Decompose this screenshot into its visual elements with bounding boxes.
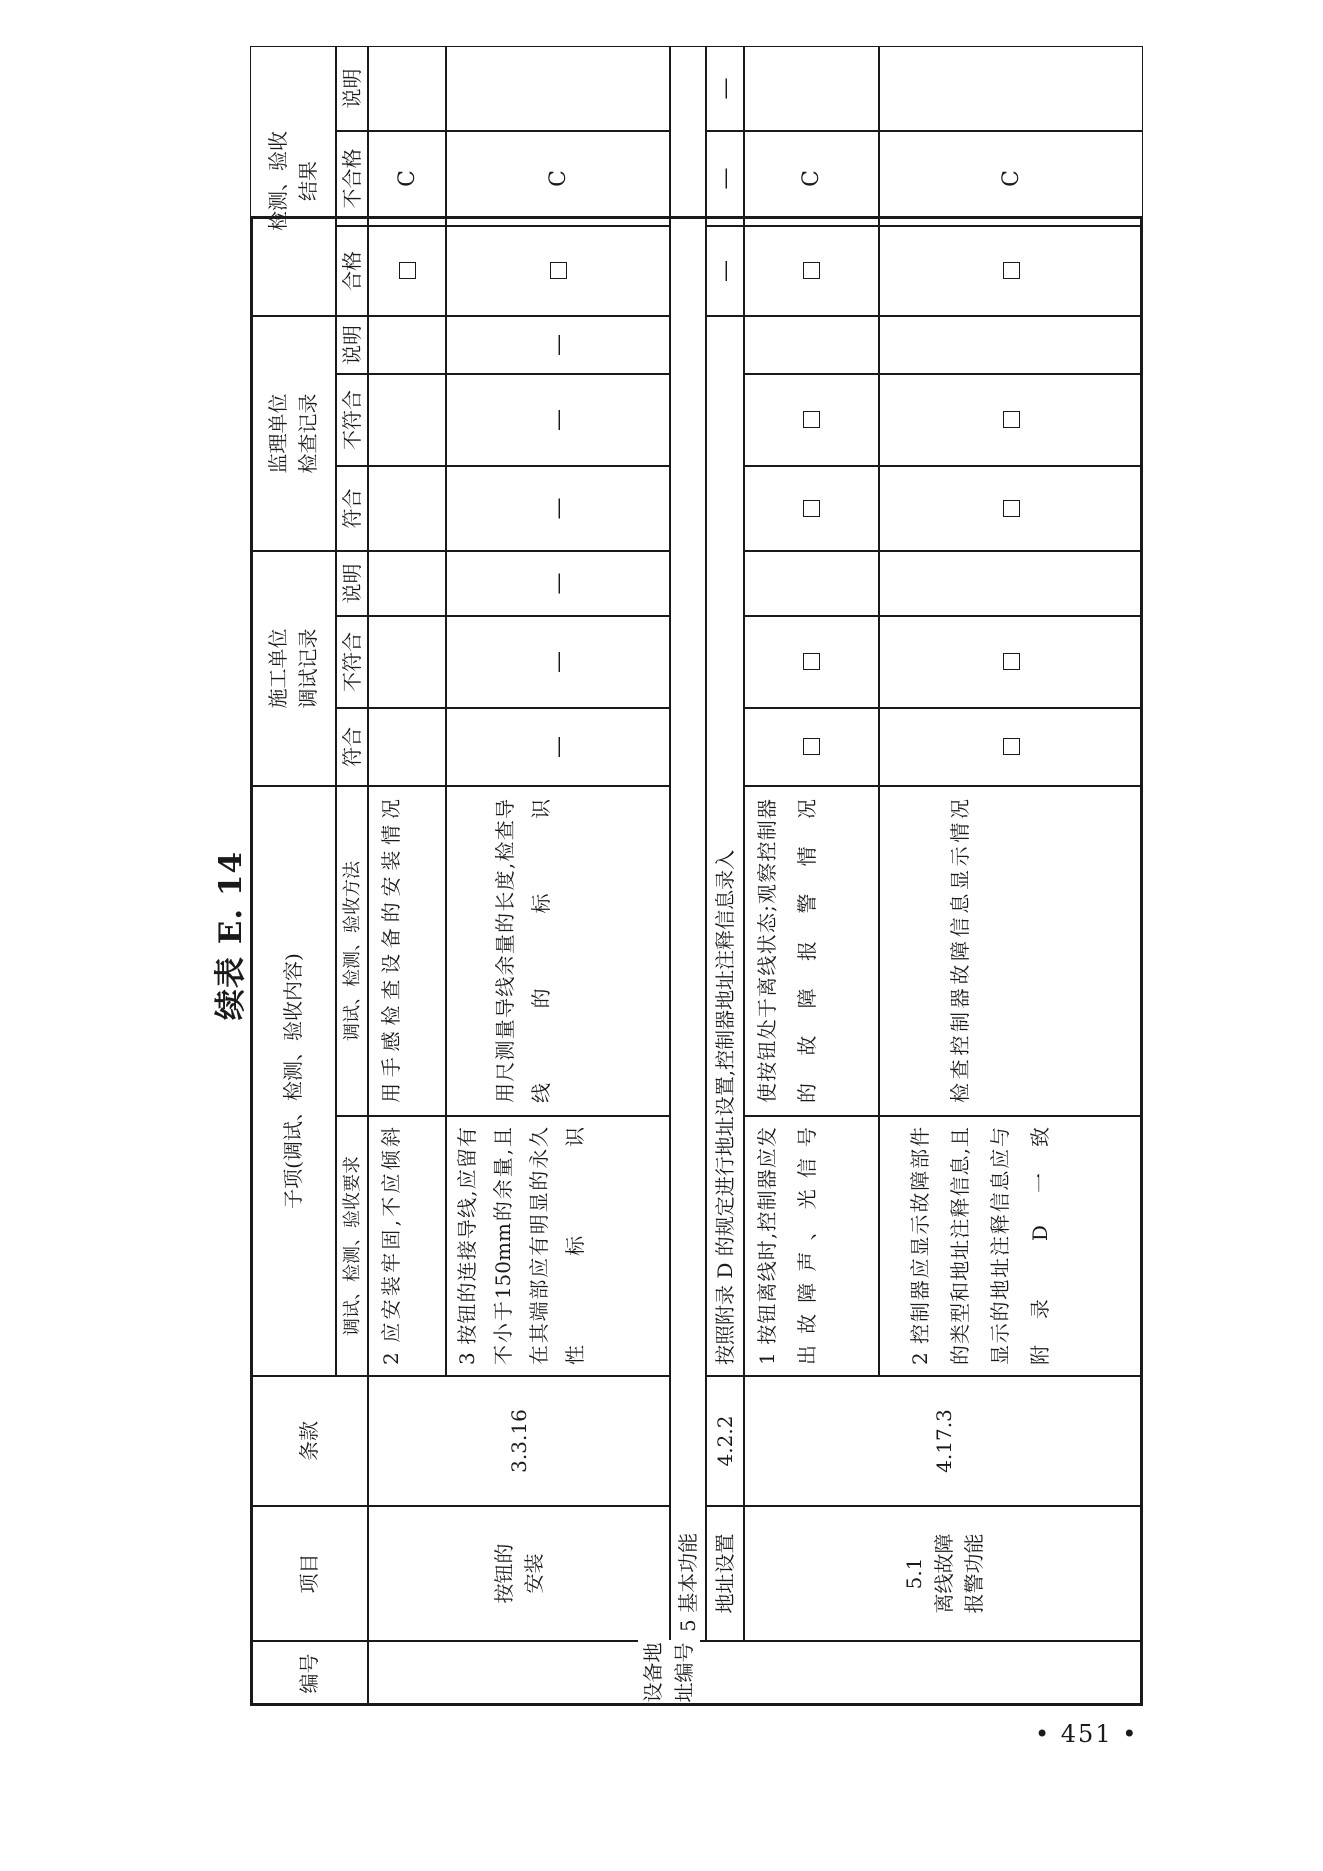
- checkbox-icon[interactable]: [1003, 263, 1020, 280]
- row1a-buhege: C: [368, 131, 446, 226]
- header-shuoming: 说明: [336, 46, 368, 131]
- row2-hege: —: [706, 226, 744, 316]
- row3b-buhege: C: [879, 131, 1143, 226]
- row3b-jl-bufuhe: [879, 374, 1143, 466]
- row1a-jl-fuhe: [368, 466, 446, 551]
- row1-clause: 3.3.16: [368, 1376, 670, 1506]
- row3a-sg-bufuhe: [744, 616, 879, 708]
- header-fangfa: 调试、检测、验收方法: [336, 786, 368, 1116]
- row3b-result-shuoming: [879, 46, 1143, 131]
- header-shigong-fuhe: 符合: [336, 708, 368, 786]
- checkbox-icon[interactable]: [550, 263, 567, 280]
- header-buhege: 不合格: [336, 131, 368, 226]
- checkbox-icon[interactable]: [1003, 654, 1020, 671]
- row1a-sg-bufuhe: [368, 616, 446, 708]
- header-shigong-bufuhe: 不符合: [336, 616, 368, 708]
- device-address-label: 设备地址编号: [638, 1640, 700, 1705]
- header-jianli-shuoming: 说明: [336, 316, 368, 374]
- table-title: 续表 E. 14: [213, 850, 249, 1021]
- checkbox-icon[interactable]: [803, 654, 820, 671]
- row1b-hege: [446, 226, 670, 316]
- device-address-number: [641, 1641, 1143, 1706]
- row3-clause: 4.17.3: [744, 1376, 1143, 1506]
- checkbox-icon[interactable]: [803, 412, 820, 429]
- row3b-sg-fuhe: [879, 708, 1143, 786]
- row3b-jl-fuhe: [879, 466, 1143, 551]
- row2-shuoming: —: [706, 46, 744, 131]
- row1a-sg-fuhe: [368, 708, 446, 786]
- row1a-jl-bufuhe: [368, 374, 446, 466]
- row2-item: 地址设置: [706, 1506, 744, 1641]
- section-basic-function: 5 基本功能: [670, 46, 706, 1641]
- row3b-jl-shuoming: [879, 316, 1143, 374]
- checkbox-icon[interactable]: [1003, 500, 1020, 517]
- row3a-buhege: C: [744, 131, 879, 226]
- row1b-requirement: 3 按钮的连接导线,应留有不小于150mm的余量,且在其端部应有明显的永久性标识: [446, 1116, 670, 1376]
- row1b-sg-fuhe: —: [446, 708, 670, 786]
- row1b-sg-shuoming: —: [446, 551, 670, 616]
- checkbox-icon[interactable]: [803, 263, 820, 280]
- header-jianli: 监理单位 检查记录: [250, 316, 336, 551]
- row1a-result-shuoming: [368, 46, 446, 131]
- page-number: • 451 •: [1035, 1720, 1139, 1748]
- row1a-jl-shuoming: [368, 316, 446, 374]
- header-jianli-bufuhe: 不符合: [336, 374, 368, 466]
- row3b-hege: [879, 226, 1143, 316]
- row1b-method: 用尺测量导线余量的长度,检查导线的标识: [446, 786, 670, 1116]
- row1a-hege: [368, 226, 446, 316]
- row3a-sg-shuoming: [744, 551, 879, 616]
- row3b-sg-bufuhe: [879, 616, 1143, 708]
- header-jiance: 检测、验收 结果: [250, 46, 336, 316]
- checkbox-icon[interactable]: [803, 739, 820, 756]
- checkbox-icon[interactable]: [803, 500, 820, 517]
- row1b-jl-fuhe: —: [446, 466, 670, 551]
- row1a-method: 用手感检查设备的安装情况: [368, 786, 446, 1116]
- row1a-requirement: 2 应安装牢固,不应倾斜: [368, 1116, 446, 1376]
- row3b-method: 检查控制器故障信息显示情况: [879, 786, 1143, 1116]
- row1b-result-shuoming: [446, 46, 670, 131]
- row1b-jl-shuoming: —: [446, 316, 670, 374]
- row3a-requirement: 1 按钮离线时,控制器应发出故障声、光信号: [744, 1116, 879, 1376]
- row1a-sg-shuoming: [368, 551, 446, 616]
- row3-item: 5.1 离线故障 报警功能: [744, 1506, 1143, 1641]
- header-bianhao: 编号: [250, 1641, 368, 1706]
- row1b-sg-bufuhe: —: [446, 616, 670, 708]
- row1-item: 按钮的 安装: [368, 1506, 670, 1641]
- row1-bianhao: [368, 1641, 670, 1706]
- row3a-jl-bufuhe: [744, 374, 879, 466]
- header-shigong: 施工单位 调试记录: [250, 551, 336, 786]
- row2-requirement: 按照附录 D 的规定进行地址设置,控制器地址注释信息录入: [706, 316, 744, 1376]
- row3b-requirement: 2 控制器应显示故障部件的类型和地址注释信息,且显示的地址注释信息应与附录 D 一致: [879, 1116, 1143, 1376]
- row3b-sg-shuoming: [879, 551, 1143, 616]
- row2-buhege: —: [706, 131, 744, 226]
- row3a-hege: [744, 226, 879, 316]
- row3a-jl-fuhe: [744, 466, 879, 551]
- checkbox-icon[interactable]: [399, 263, 416, 280]
- checkbox-icon[interactable]: [1003, 739, 1020, 756]
- row3a-method: 使按钮处于离线状态;观察控制器的故障报警情况: [744, 786, 879, 1116]
- row2-clause: 4.2.2: [706, 1376, 744, 1506]
- header-xiangmu: 项目: [250, 1506, 368, 1641]
- header-zixiang: 子项(调试、检测、验收内容): [250, 786, 336, 1376]
- row1b-buhege: C: [446, 131, 670, 226]
- checkbox-icon[interactable]: [1003, 412, 1020, 429]
- header-tiaokuan: 条款: [250, 1376, 368, 1506]
- row3a-result-shuoming: [744, 46, 879, 131]
- header-jianli-fuhe: 符合: [336, 466, 368, 551]
- row3a-sg-fuhe: [744, 708, 879, 786]
- header-yaoqiu: 调试、检测、验收要求: [336, 1116, 368, 1376]
- row3a-jl-shuoming: [744, 316, 879, 374]
- row1b-jl-bufuhe: —: [446, 374, 670, 466]
- header-hege: 合格: [336, 226, 368, 316]
- header-shigong-shuoming: 说明: [336, 551, 368, 616]
